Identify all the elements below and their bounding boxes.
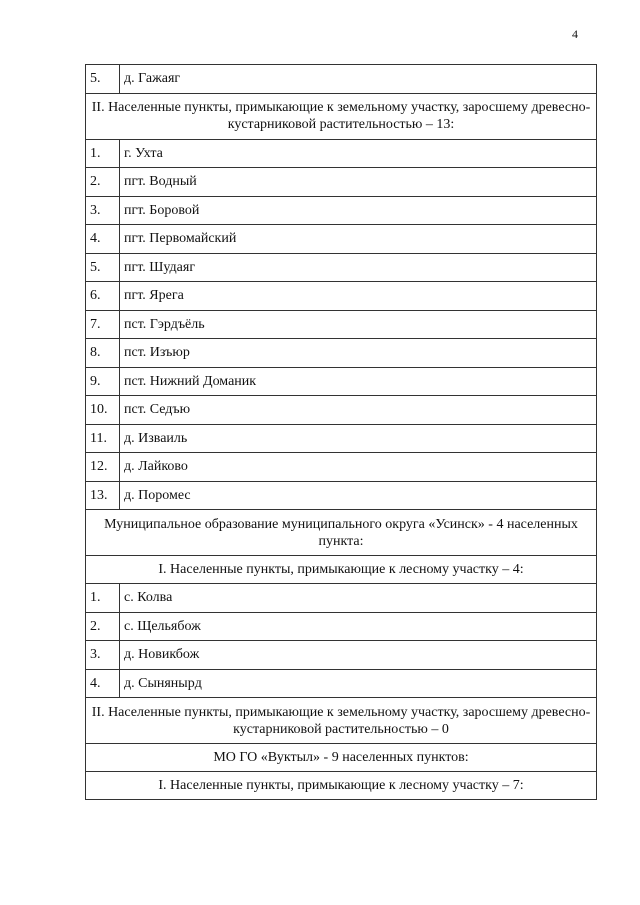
row-number: 8. [86,339,120,368]
page-number: 4 [572,27,578,41]
row-number: 2. [86,612,120,641]
table-row [86,612,597,641]
section-header-row [86,93,597,139]
settlement-name: пгт. Шудаяг [120,253,597,282]
section-header-row [86,772,597,800]
table-row [86,168,597,197]
row-number: 11. [86,424,120,453]
table-row [86,196,597,225]
section-header: Муниципальное образование муниципального округа «Усинск» - 4 населенных пункта: [86,510,597,556]
table-row [86,584,597,613]
settlement-name: пст. Изъюр [120,339,597,368]
row-number: 2. [86,168,120,197]
table-row [86,339,597,368]
row-number: 5. [86,253,120,282]
section-header: II. Населенные пункты, примыкающие к земельному участку, заросшему древесно-кустарниковой растительностью – 13: [86,93,597,139]
table-row [86,669,597,698]
section-header: МО ГО «Вуктыл» - 9 населенных пунктов: [86,744,597,772]
section-header-row [86,510,597,556]
row-number: 1. [86,584,120,613]
table-row [86,139,597,168]
settlement-name: пгт. Ярега [120,282,597,311]
section-header: II. Населенные пункты, примыкающие к земельному участку, заросшему древесно-кустарниковой растительностью – 0 [86,698,597,744]
row-number: 3. [86,641,120,670]
settlement-name: д. Поромес [120,481,597,510]
section-header-row [86,556,597,584]
table-row [86,396,597,425]
settlement-name: д. Сыняныpд [120,669,597,698]
section-header: I. Населенные пункты, примыкающие к лесному участку – 4: [86,556,597,584]
settlement-name: д. Лайково [120,453,597,482]
row-number: 7. [86,310,120,339]
section-header-row [86,698,597,744]
table-row [86,453,597,482]
settlements-table [85,64,597,800]
settlement-name: д. Гажаяг [120,65,597,94]
row-number: 12. [86,453,120,482]
row-number: 6. [86,282,120,311]
section-header-row [86,744,597,772]
settlement-name: д. Новикбож [120,641,597,670]
settlement-name: пгт. Первомайский [120,225,597,254]
row-number: 5. [86,65,120,94]
settlement-name: г. Ухта [120,139,597,168]
row-number: 9. [86,367,120,396]
settlement-name: с. Щельябож [120,612,597,641]
table-row [86,65,597,94]
settlement-name: пст. Гэрдъёль [120,310,597,339]
settlement-name: пгт. Боровой [120,196,597,225]
table-row [86,641,597,670]
row-number: 1. [86,139,120,168]
row-number: 4. [86,669,120,698]
table-row [86,367,597,396]
settlement-name: пст. Седъю [120,396,597,425]
table-row [86,481,597,510]
table-row [86,424,597,453]
row-number: 4. [86,225,120,254]
section-header: I. Населенные пункты, примыкающие к лесному участку – 7: [86,772,597,800]
row-number: 10. [86,396,120,425]
table-row [86,253,597,282]
settlement-name: пст. Нижний Доманик [120,367,597,396]
table-row [86,282,597,311]
settlement-name: д. Изваиль [120,424,597,453]
settlement-name: пгт. Водный [120,168,597,197]
row-number: 13. [86,481,120,510]
table-row [86,225,597,254]
table-row [86,310,597,339]
row-number: 3. [86,196,120,225]
settlement-name: с. Колва [120,584,597,613]
